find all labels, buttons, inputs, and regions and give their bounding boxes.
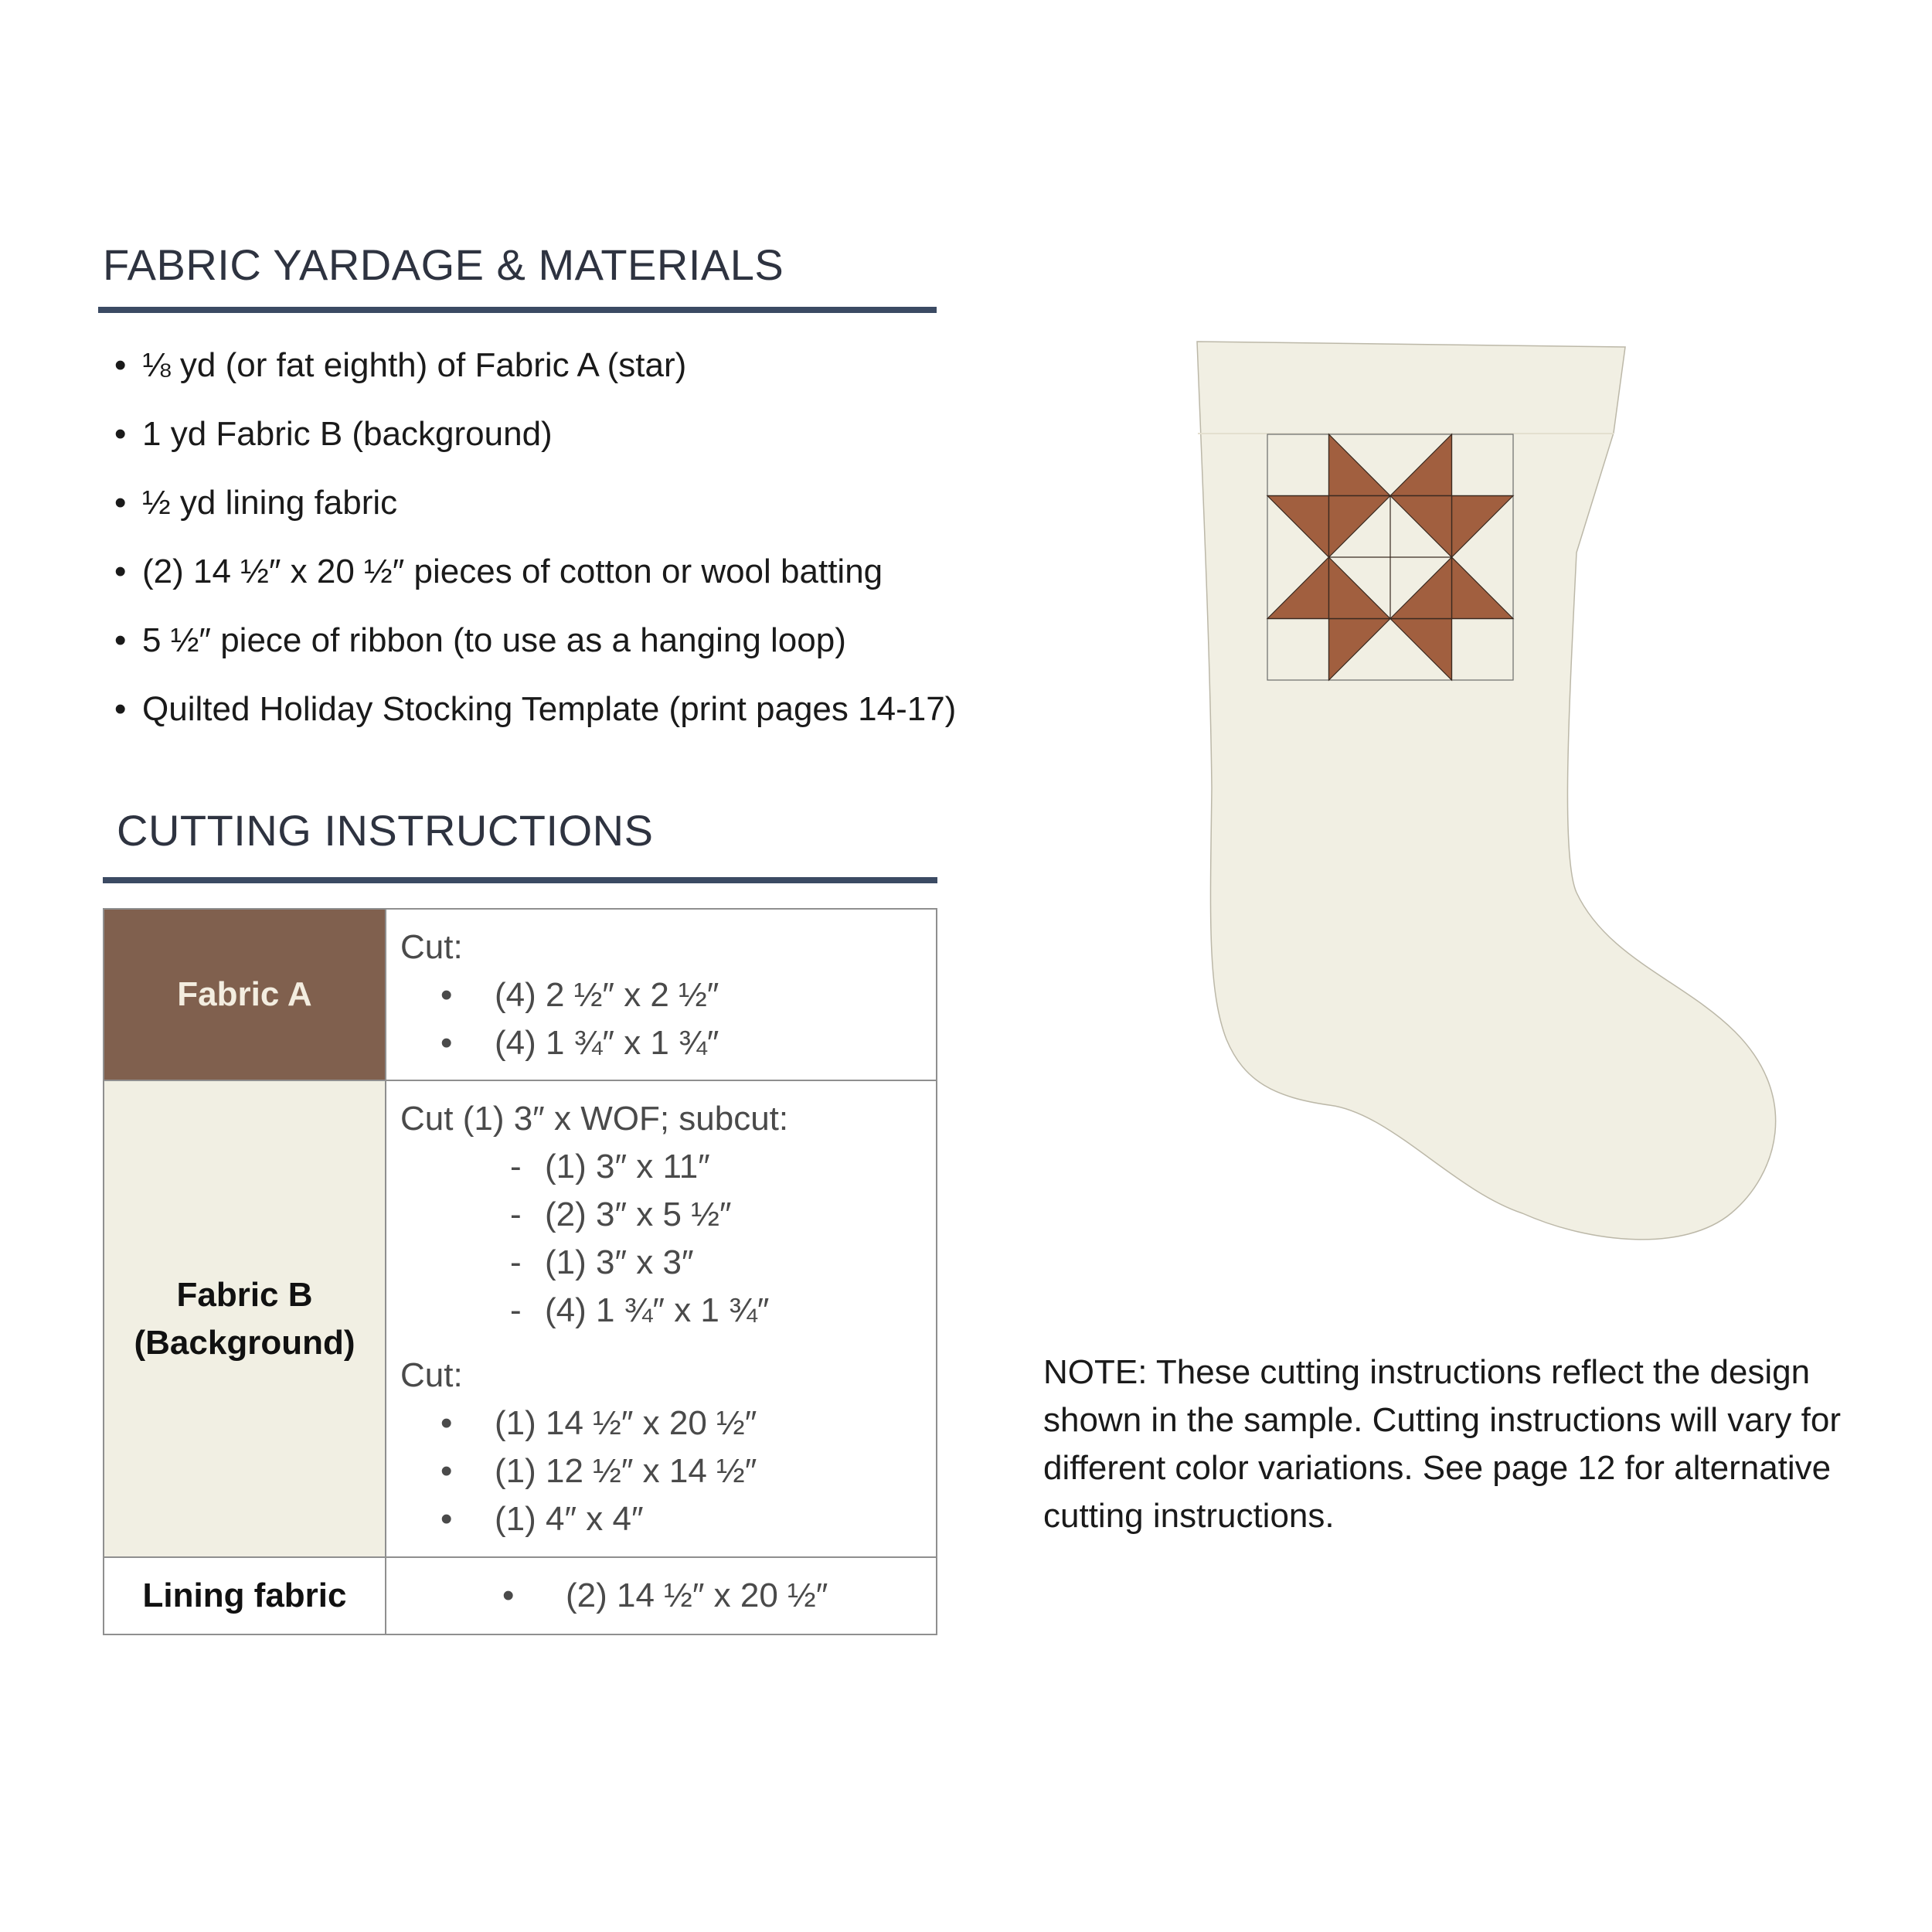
materials-list xyxy=(114,340,956,753)
cut-size: (4) 1 ¾″ x 1 ¾″ xyxy=(495,1024,719,1062)
list-item xyxy=(386,1495,936,1543)
list-item xyxy=(386,1191,936,1239)
dash: - xyxy=(510,1148,522,1185)
dash: - xyxy=(510,1196,522,1233)
dash: - xyxy=(510,1291,522,1329)
lining-detail xyxy=(386,1557,937,1634)
bullet: • xyxy=(114,484,127,522)
cut-heading: Cut: xyxy=(400,1356,463,1394)
cut-size: (1) 3″ x 3″ xyxy=(545,1243,694,1281)
materials-item-text: 1 yd Fabric B (background) xyxy=(142,415,553,453)
bullet: • xyxy=(114,346,127,384)
materials-title: FABRIC YARDAGE & MATERIALS xyxy=(103,240,784,289)
materials-item-text: ⅛ yd (or fat eighth) of Fabric A (star) xyxy=(142,346,687,384)
materials-title-rule xyxy=(98,307,937,313)
cutting-note: NOTE: These cutting instructions reflect the design shown in the sample. Cutting instructions will vary for different color variations. See page 12 for alternative cutting instructions. xyxy=(1043,1353,1841,1535)
materials-item xyxy=(114,340,956,409)
list-item xyxy=(386,1400,936,1447)
cutting-title: CUTTING INSTRUCTIONS xyxy=(117,806,654,855)
bullet: • xyxy=(114,415,127,453)
fabric-a-detail xyxy=(386,909,937,1080)
lining-label: Lining fabric xyxy=(104,1557,386,1634)
bullet: • xyxy=(440,1024,453,1062)
cut-size: (4) 1 ¾″ x 1 ¾″ xyxy=(545,1291,770,1329)
materials-item-text: 5 ½″ piece of ribbon (to use as a hanging loop) xyxy=(142,621,846,659)
materials-item-text: (2) 14 ½″ x 20 ½″ pieces of cotton or wool batting xyxy=(142,553,883,590)
materials-item xyxy=(114,409,956,478)
list-item xyxy=(386,1447,936,1495)
bullet: • xyxy=(440,1404,453,1442)
cut-size: (1) 4″ x 4″ xyxy=(495,1500,644,1538)
list-item xyxy=(386,1287,936,1335)
cut-size: (1) 14 ½″ x 20 ½″ xyxy=(495,1404,757,1442)
bullet: • xyxy=(114,553,127,590)
bullet: • xyxy=(114,690,127,728)
table-row-fabric-a xyxy=(104,909,937,1080)
stocking-illustration xyxy=(1159,325,1808,1252)
cut-heading: Cut: xyxy=(400,928,463,966)
list-item xyxy=(386,1019,936,1067)
bullet: • xyxy=(440,1452,453,1490)
bullet: • xyxy=(440,1500,453,1538)
bullet: • xyxy=(114,621,127,659)
cut-size: (1) 12 ½″ x 14 ½″ xyxy=(495,1452,757,1490)
materials-item xyxy=(114,684,956,753)
bullet: • xyxy=(502,1577,515,1614)
cutting-table xyxy=(103,908,937,1635)
materials-item-text: ½ yd lining fabric xyxy=(142,484,398,522)
materials-item xyxy=(114,615,956,684)
cut-size: (1) 3″ x 11″ xyxy=(545,1148,710,1185)
fabric-b-label xyxy=(104,1080,386,1557)
cut-size: (2) 3″ x 5 ½″ xyxy=(545,1196,732,1233)
list-item xyxy=(386,1572,936,1620)
cut-size: (4) 2 ½″ x 2 ½″ xyxy=(495,976,719,1014)
bullet: • xyxy=(440,976,453,1014)
cutting-title-rule xyxy=(103,877,937,883)
table-row-fabric-b xyxy=(104,1080,937,1557)
dash: - xyxy=(510,1243,522,1281)
materials-item-text: Quilted Holiday Stocking Template (print pages 14-17) xyxy=(142,690,957,728)
fabric-b-label-line1: Fabric B xyxy=(176,1275,313,1314)
list-item xyxy=(386,1143,936,1191)
fabric-b-label-line2: (Background) xyxy=(134,1323,355,1362)
materials-item xyxy=(114,478,956,546)
cut-size: (2) 14 ½″ x 20 ½″ xyxy=(566,1577,828,1614)
fabric-b-detail xyxy=(386,1080,937,1557)
fabric-a-label: Fabric A xyxy=(104,909,386,1080)
list-item xyxy=(386,1239,936,1287)
list-item xyxy=(386,971,936,1019)
table-row-lining xyxy=(104,1557,937,1634)
subcut-heading: Cut (1) 3″ x WOF; subcut: xyxy=(400,1100,789,1138)
materials-item xyxy=(114,546,956,615)
star-block xyxy=(1267,434,1513,680)
